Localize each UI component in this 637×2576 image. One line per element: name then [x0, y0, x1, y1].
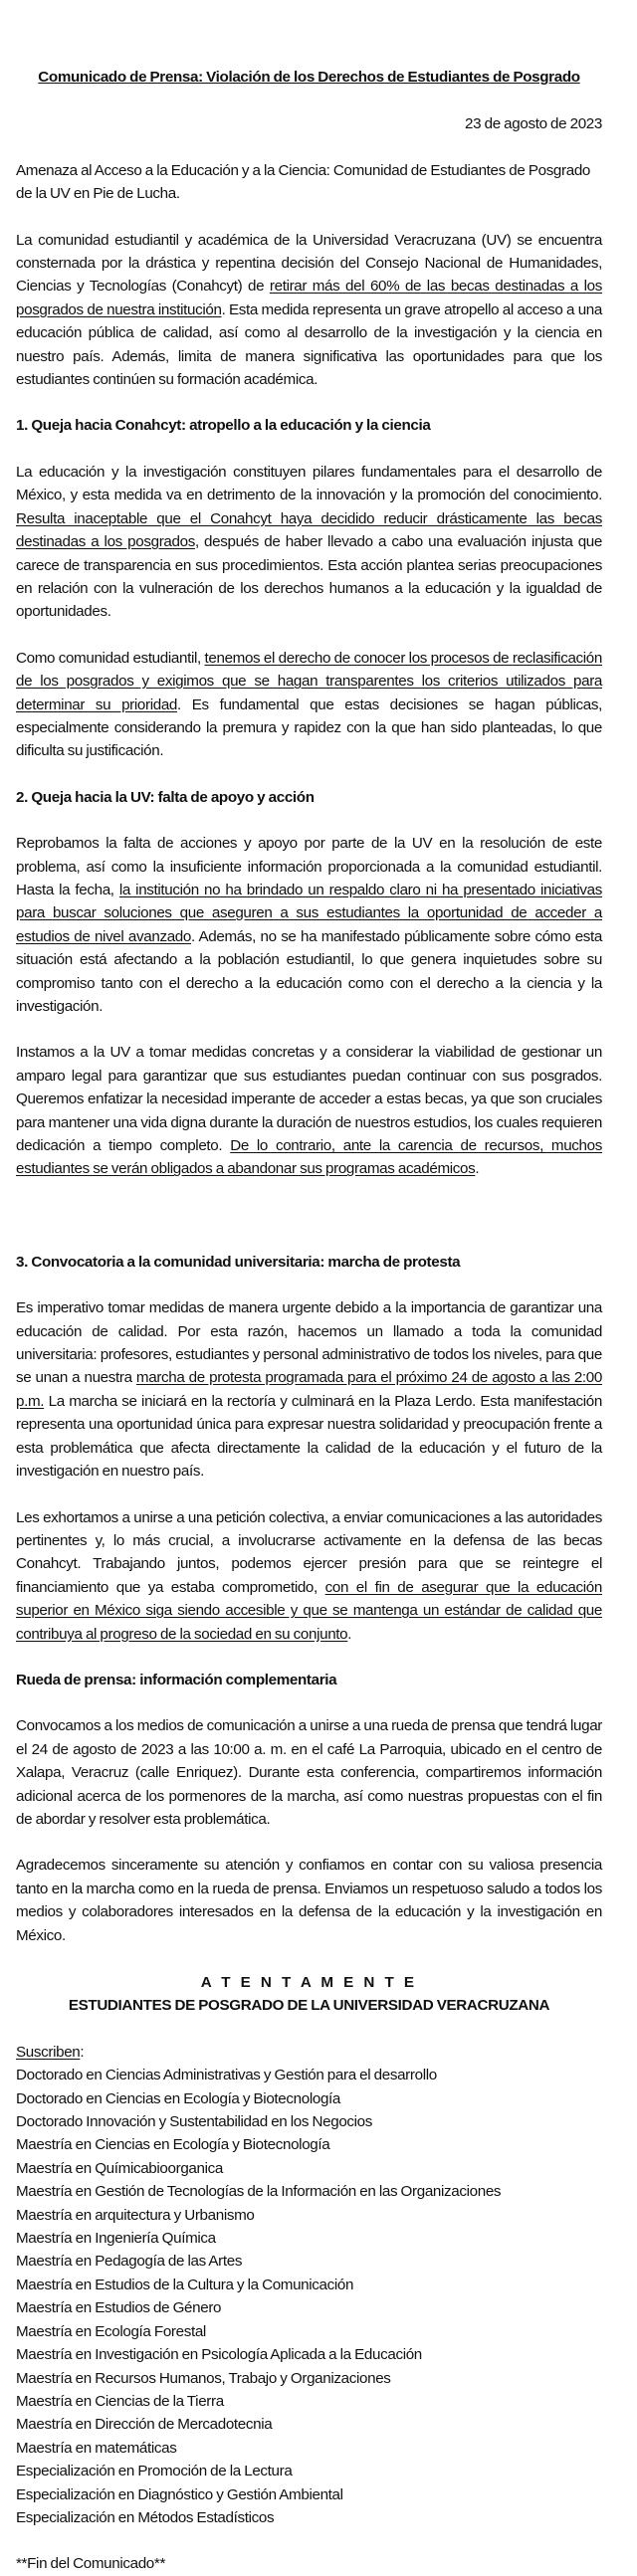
- subscribers-label-text: Suscriben: [16, 2043, 81, 2061]
- subscriber-program: Especialización en Promoción de la Lectura: [16, 2463, 293, 2480]
- subscriber-program: Maestría en Recursos Humanos, Trabajo y Organizaciones: [16, 2369, 391, 2387]
- subscriber-program: Doctorado en Ciencias en Ecología y Biotecnología: [16, 2089, 341, 2107]
- subscriber-program: Maestría en matemáticas: [16, 2439, 177, 2457]
- s1p2-post: . Es fundamental que estas decisiones se hagan públicas, especialmente considerando la premura y rapidez con la que han sido planteadas, lo que dificulta su justificación.: [16, 695, 603, 760]
- document-subtitle: Amenaza al Acceso a la Educación y a la Ciencia: Comunidad de Estudiantes de Posgrado de la UV en Pie de Lucha.: [16, 161, 591, 203]
- section-2-paragraph-2: [16, 1041, 602, 1180]
- s3p1-pre: Es imperativo tomar medidas de manera urgente debido a la importancia de garantizar una educación de calidad. Por esta razón, hacemos un llamado a toda la comunidad universitaria: profesores, estudiantes y personal administrativo de todos los niveles, para que se unan a nuestra: [16, 1299, 602, 1387]
- end-of-release: **Fin del Comunicado**: [16, 2555, 166, 2573]
- section-2-paragraph-1: [16, 832, 602, 1018]
- section-3-paragraph-2: [16, 1506, 602, 1646]
- s3p1-underlined: marcha de protesta programada para el próximo 24 de agosto a las 2:00 p.m.: [16, 1369, 602, 1410]
- thanks-paragraph: Agradecemos sinceramente su atención y confiamos en contar con su valiosa presencia tanto en la marcha como en la rueda de prensa. Enviamos un respetuoso saludo a todos los medios y colaboradores interesados en la defensa de la educación y la investigación en México.: [16, 1857, 602, 1944]
- subscriber-program: Maestría en Ingeniería Química: [16, 2230, 216, 2248]
- subscriber-program: Maestría en Dirección de Mercadotecnia: [16, 2416, 273, 2434]
- section-3-paragraph-1: [16, 1296, 602, 1483]
- subscribers-label: [16, 2041, 602, 2064]
- subscriber-program: Maestría en Ecología Forestal: [16, 2322, 206, 2340]
- section-1-heading: 1. Queja hacia Conahcyt: atropello a la educación y la ciencia: [16, 417, 431, 435]
- subscriber-program: Maestría en Pedagogía de las Artes: [16, 2253, 243, 2271]
- intro-text-pre: La comunidad estudiantil y académica de la Universidad Veracruzana (UV) se encuentra consternada por la drástica y repentina decisión del Consejo Nacional de Humanidades, Ciencias y Tecnologías (Conahcyt) de: [16, 231, 602, 296]
- s1p1-pre: La educación y la investigación constituyen pilares fundamentales para el desarrollo de México, y esta medida va en detrimento de la innovación y la promoción del conocimiento.: [16, 463, 602, 504]
- s2p1-post: . Además, no se ha manifestado públicamente sobre cómo esta situación está afectando a la población estudiantil, lo que genera inquietudes sobre su compromiso tanto con el derecho a la educación como con el derecho a la ciencia y la investigación.: [16, 927, 602, 1015]
- s1p1-underlined: Resulta inaceptable que el Conahcyt haya decidido reducir drásticamente las becas destinadas a los posgrados: [16, 509, 602, 551]
- s1p2-pre: Como comunidad estudiantil,: [16, 649, 205, 667]
- subscribers-label-colon: :: [80, 2043, 85, 2061]
- s3p2-underlined: con el fin de asegurar que la educación superior en México siga siendo accesible y que se mantenga un estándar de calidad que contribuya al progreso de la sociedad en su conjunto: [16, 1578, 602, 1643]
- closing-atentamente: A T E N T A M E N T E: [200, 1974, 418, 1991]
- subscriber-program: Maestría en Estudios de la Cultura y la Comunicación: [16, 2276, 354, 2293]
- subscriber-program: Especialización en Diagnóstico y Gestión Ambiental: [16, 2485, 343, 2503]
- subscriber-program: Maestría en Ciencias en Ecología y Biotecnología: [16, 2136, 330, 2154]
- intro-text-underlined: retirar más del 60% de las becas destinadas a los posgrados de nuestra institución: [16, 278, 603, 318]
- s3p1-post: La marcha se iniciará en la rectoría y culminará en la Plaza Lerdo. Esta manifestación representa una oportunidad única para expresar nuestra solidaridad y preocupación frente a esta problemática que afecta directamente la calidad de la educación y el futuro de la investigación en nuestro país.: [16, 1392, 602, 1481]
- document-title: Comunicado de Prensa: Violación de los Derechos de Estudiantes de Posgrado: [38, 69, 580, 86]
- s2p2-post: .: [475, 1160, 480, 1178]
- s2p1-underlined: la institución no ha brindado un respaldo claro ni ha presentado iniciativas para buscar soluciones que aseguren a sus estudiantes la oportunidad de acceder a estudios de nivel avanzado: [16, 881, 602, 945]
- press-conference-heading: Rueda de prensa: información complementaria: [16, 1671, 337, 1688]
- section-1-paragraph-1: [16, 461, 602, 624]
- s2p2-pre: Instamos a la UV a tomar medidas concretas y a considerar la viabilidad de gestionar un amparo legal para garantizar que sus estudiantes puedan continuar con sus posgrados. Queremos enfatizar la necesidad imperante de acceder a estas becas, ya que son cruciales para mantener una vida digna durante la duración de nuestros estudios, los cuales requieren dedicación a tiempo completo.: [16, 1044, 602, 1155]
- intro-paragraph: [16, 229, 602, 392]
- subscriber-program: Doctorado en Ciencias Administrativas y Gestión para el desarrollo: [16, 2067, 437, 2084]
- s1p1-post: , después de haber llevado a cabo una evaluación injusta que carece de transparencia en sus procedimientos. Esta acción plantea serias preocupaciones en relación con la vulneración de los derechos humanos a la educación y la igualdad de oportunidades.: [16, 533, 602, 621]
- section-2-heading: 2. Queja hacia la UV: falta de apoyo y acción: [16, 788, 315, 806]
- section-3-heading: 3. Convocatoria a la comunidad universitaria: marcha de protesta: [16, 1253, 461, 1271]
- s3p2-post: .: [347, 1625, 352, 1643]
- subscriber-program: Maestría en Químicabioorganica: [16, 2159, 223, 2177]
- subscribers-list-2: [16, 2367, 602, 2530]
- s2p2-underlined: De lo contrario, ante la carencia de recursos, muchos estudiantes se verán obligados a abandonar sus programas académicos: [16, 1137, 602, 1178]
- document-date: 23 de agosto de 2023: [465, 115, 602, 133]
- subscriber-program: Maestría en Gestión de Tecnologías de la Información en las Organizaciones: [16, 2183, 502, 2201]
- closing-organization: ESTUDIANTES DE POSGRADO DE LA UNIVERSIDAD VERACRUZANA: [68, 1997, 550, 2015]
- subscribers-list-1: [16, 2064, 602, 2366]
- s3p2-pre: Les exhortamos a unirse a una petición colectiva, a enviar comunicaciones a las autoridades pertinentes y, lo más crucial, a involucrarse activamente en la defensa de las becas Conahcyt. Trabajando juntos, podemos ejercer presión para que se reintegre el financiamiento que ya estaba comprometido,: [16, 1508, 602, 1596]
- section-1-paragraph-2: [16, 647, 602, 763]
- s1p2-underlined: tenemos el derecho de conocer los procesos de reclasificación de los posgrados y exigimos que se hagan transparentes los criterios utilizados para determinar su prioridad: [16, 649, 602, 713]
- subscriber-program: Especialización en Métodos Estadísticos: [16, 2508, 275, 2526]
- s2p1-pre: Reprobamos la falta de acciones y apoyo por parte de la UV en la resolución de este problema, así como la insuficiente información proporcionada a la comunidad estudiantil. Hasta la fecha,: [16, 835, 602, 898]
- intro-text-post: . Esta medida representa un grave atropello al acceso a una educación pública de calidad, así como al desarrollo de la investigación y la ciencia en nuestro país. Además, limita de manera significativa las oportunidades para que los estudiantes continúen su formación académica.: [16, 300, 602, 389]
- subscriber-program: Maestría en Ciencias de la Tierra: [16, 2392, 224, 2410]
- subscriber-program: Maestría en arquitectura y Urbanismo: [16, 2206, 255, 2224]
- subscriber-program: Maestría en Investigación en Psicología Aplicada a la Educación: [16, 2346, 422, 2364]
- press-conference-paragraph: Convocamos a los medios de comunicación a unirse a una rueda de prensa que tendrá lugar el 24 de agosto de 2023 a las 10:00 a. m. en el café La Parroquia, ubicado en el centro de Xalapa, Veracruz (calle Enriquez). Durante esta conferencia, compartiremos información adicional acerca de los pormenores de la marcha, así como nuestras propuestas con el fin de abordar y resolver esta problemática.: [16, 1717, 602, 1828]
- subscriber-program: Maestría en Estudios de Género: [16, 2299, 222, 2317]
- subscriber-program: Doctorado Innovación y Sustentabilidad en los Negocios: [16, 2113, 373, 2131]
